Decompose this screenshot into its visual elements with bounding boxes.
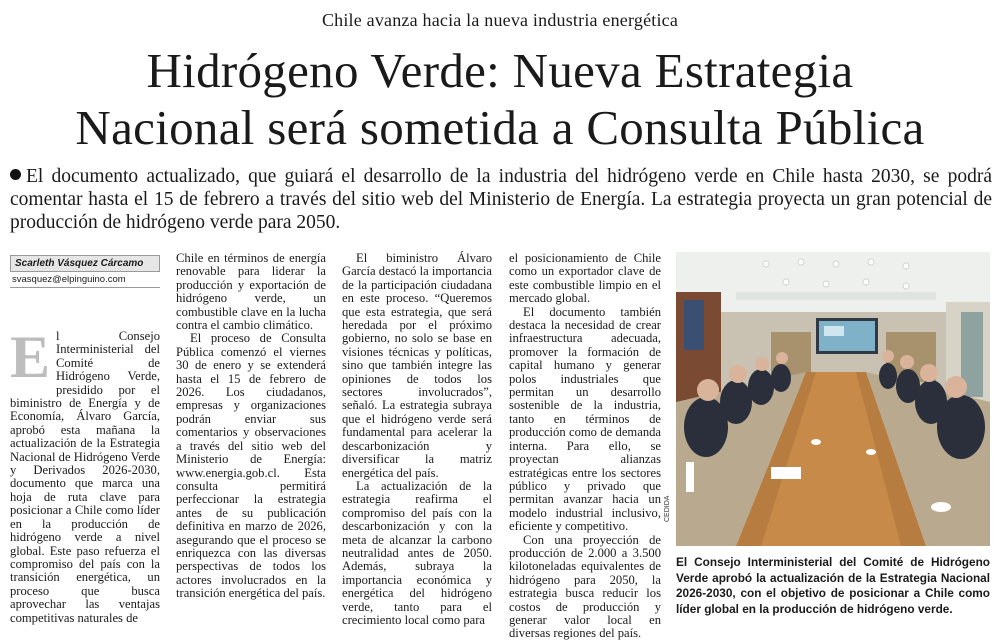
article-paragraph: Con una proyección de producción de 2.000 a 3.500 kilotoneladas equivalentes de hidrógeno para 2050, la estrategia busca reducir los costos de producción y generar valor local en diversas regiones del país.	[509, 532, 661, 641]
byline	[10, 255, 160, 288]
photo-credit: CEDIDA	[664, 495, 671, 522]
article-paragraph: El documento también destaca la necesidad de crear infraestructura adecuada, promover la formación de capital humano y generar polos industriales que permitan un desarrollo sostenible de la industria, tanto en términos de producción como de demanda interna. Para ello, se proyectan alianzas estratégicas entre los sectores público y privado que permitan avanzar hacia un modelo industrial inclusivo, eficiente y competitivo.	[509, 304, 661, 534]
article-column-1	[10, 324, 160, 625]
article-paragraph	[10, 324, 160, 625]
article-paragraph: La actualización de la estrategia reafirma el compromiso del país con la descarbonización y con la meta de alcanzar la carbono neutralidad antes de 2050. Además, subraya la importancia económica y energética del hidrógeno verde, tanto para el crecimiento local como para	[342, 478, 492, 627]
byline-email: svasquez@elpinguino.com	[10, 272, 160, 288]
bullet-icon	[10, 169, 21, 180]
article-paragraph: el posicionamiento de Chile como un exportador clave de este combustible limpio en el mercado global.	[509, 251, 661, 306]
article-paragraph: El proceso de Consulta Pública comenzó el viernes 30 de enero y se extenderá hasta el 15 de febrero de 2026. Los ciudadanos, empresas y organizaciones podrán enviar sus comentarios y observaciones a través del sitio web del Ministerio de Energía: www.energia.gob.cl. Esta consulta permitirá perfeccionar la estrategia antes de su publicación definitiva en marzo de 2026, asegurando que el proceso se enriquezca con las diversas perspectivas de todos los actores involucrados en la transición energética del país.	[176, 331, 326, 601]
photo-caption: El Consejo Interministerial del Comité de Hidrógeno Verde aprobó la actualización de la Estrategia Nacional 2026-2030, con el objetivo de posicionar a Chile como líder global en la producción de hidrógeno verde.	[676, 555, 990, 616]
article-paragraph: El biministro Álvaro García destacó la importancia de la participación ciudadana en este proceso. “Queremos que esta estrategia, que será heredada por el próximo gobierno, no solo se base en visiones técnicas y políticas, sino que también integre las opiniones de todos los sectores involucrados”, señaló. La estrategia subraya que el hidrógeno verde será fundamental para acelerar la descarbonización y diversificar la matriz energética del país.	[342, 251, 492, 480]
drop-cap: E	[10, 324, 51, 390]
meeting-room-illustration	[676, 252, 990, 546]
lead-paragraph	[10, 165, 992, 234]
article-column-2	[176, 252, 326, 601]
headline-line-2: Nacional será sometida a Consulta Pública	[75, 100, 925, 155]
headline-line-1: Hidrógeno Verde: Nueva Estrategia	[146, 43, 854, 98]
meeting-photo	[676, 252, 990, 546]
article-paragraph: Chile en términos de energía renovable para liderar la producción y exportación de hidrógeno verde, un combustible clave en la lucha contra el cambio climático.	[176, 251, 326, 333]
kicker: Chile avanza hacia la nueva industria energética	[321, 10, 679, 30]
article-column-4	[509, 252, 661, 641]
lead-text: El documento actualizado, que guiará el desarrollo de la industria del hidrógeno verde en Chile hasta 2030, se podrá comentar hasta el 15 de febrero a través del sitio web del Ministerio de Energía. La estrategia proyecta un gran potencial de producción de hidrógeno verde para 2050.	[10, 166, 992, 233]
headline	[0, 42, 1000, 156]
byline-author: Scarleth Vásquez Cárcamo	[10, 255, 160, 272]
article-column-3	[342, 252, 492, 627]
article-text: l Consejo Interministerial del Comité de Hidrógeno Verde, presidido por el biministro de Energía y de Economía, Álvaro García, aprobó esta mañana la actualización de la Estrategia Nacional de Hidrógeno Verde y Derivados 2026-2030, documento que marca una hoja de ruta clave para posicionar a Chile como líder en la producción de hidrógeno verde a nivel global. Este paso refuerza el compromiso del país con la transición energética, un proceso que busca aprovechar las ventajas competitivas naturales de	[10, 329, 160, 625]
